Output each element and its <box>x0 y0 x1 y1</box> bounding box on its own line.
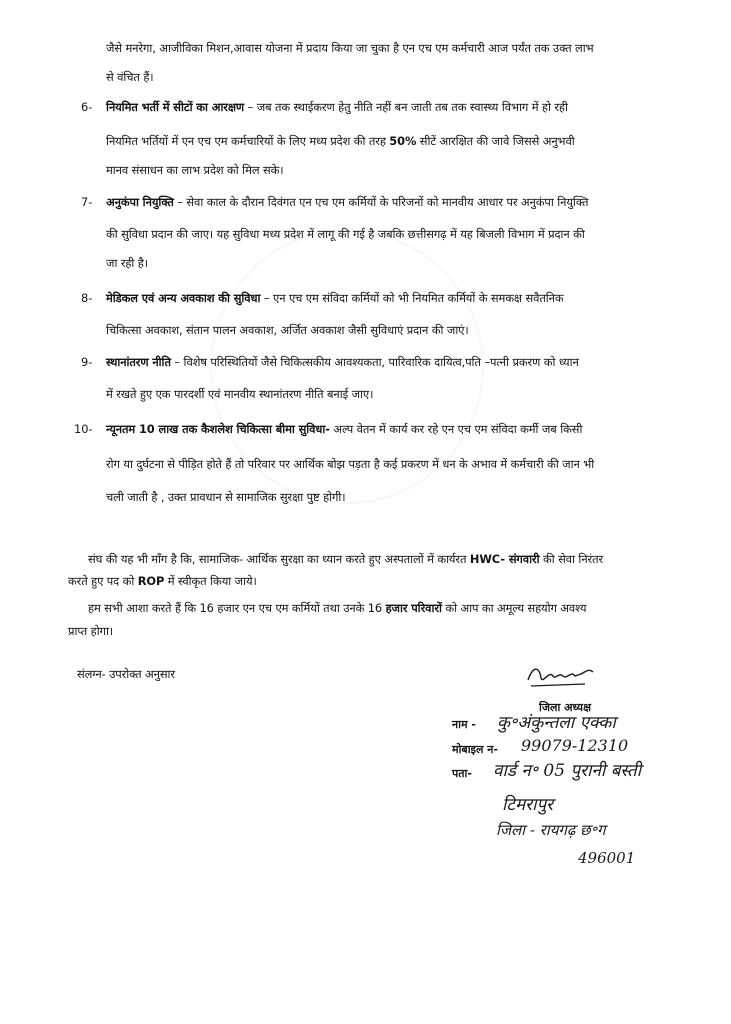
item-6-line-1: नियमित भर्ती में सीटों का आरक्षण – जब तक स्थाईकरण हेतु नीति नहीं बन जाती तब तक स्वास्थ्य विभाग में हो रही <box>106 100 568 114</box>
item-9-line-1: स्थानांतरण नीति – विशेष परिस्थितियों जैसे चिकित्सकीय आवश्यकता, पारिवारिक दायित्व,पति –पत्नी प्रकरण को ध्यान <box>106 355 579 369</box>
item-8-line-2: चिकित्सा अवकाश, संतान पालन अवकाश, अर्जित अवकाश जैसी सुविधाएं प्रदान की जाएं। <box>106 323 469 337</box>
pincode: 496001 <box>578 849 636 867</box>
closing-para-2-line-1: हम सभी आशा करते हैं कि 16 हजार एन एच एम कर्मियों तथा उनके 16 हजार परिवारों को आप का अमूल्य सहयोग अवश्य <box>88 601 587 615</box>
designation: जिला अध्यक्ष <box>539 701 591 714</box>
item-10-line-1: न्यूनतम 10 लाख तक कैशलेश चिकित्सा बीमा सुविधा- अल्प वेतन में कार्य कर रहे एन एच एम संविदा कर्मी जब किसी <box>106 422 583 436</box>
item-9-line-2: में रखते हुए एक पारदर्शी एवं मानवीय स्थानांतरण नीति बनाई जाए। <box>106 387 374 401</box>
item-10-title: न्यूनतम 10 लाख तक कैशलेश चिकित्सा बीमा सुविधा- <box>106 422 330 436</box>
item-8-title: मेडिकल एवं अन्य अवकाश की सुविधा <box>106 291 261 305</box>
item-8-line-1: मेडिकल एवं अन्य अवकाश की सुविधा – एन एच एम संविदा कर्मियों को भी नियमित कर्मियों के समकक्ष सवैतनिक <box>106 291 564 305</box>
intro-line-2: से वंचित हैं। <box>106 70 154 84</box>
closing-para-1-line-2: करते हुए पद को ROP में स्वीकृत किया जाये। <box>68 574 257 588</box>
item-10-line-3: चली जाती है , उक्त प्रावधान से सामाजिक सुरक्षा पुष्ट होगी। <box>106 490 346 504</box>
address-line-3: जिला - रायगढ़ छ॰ग <box>496 821 606 839</box>
item-6-title: नियमित भर्ती में सीटों का आरक्षण <box>106 100 245 114</box>
item-7-line-3: जा रही है। <box>106 256 148 270</box>
address-line-2: टिमरापुर <box>502 795 554 815</box>
item-6-line-3: मानव संसाधन का लाभ प्रदेश को मिल सके। <box>106 163 284 177</box>
item-7-line-2: की सुविधा प्रदान की जाए। यह सुविधा मध्य प्रदेश में लागू की गई है जबकि छत्तीसगढ़ में यह बिजली विभाग में प्रदान की <box>106 227 585 241</box>
item-6-line-2: नियमित भर्तियों में एन एच एम कर्मचारियों के लिए मध्य प्रदेश की तरह 50% सीटें आरक्षित की जावे जिससे अनुभवी <box>106 134 575 148</box>
item-10-line-2: रोग या दुर्घटना से पीड़ित होते हैं तो परिवार पर आर्थिक बोझ पड़ता है कई प्रकरण में धन के अभाव में कर्मचारी की जान भी <box>106 457 595 471</box>
signature-mark <box>525 662 597 690</box>
item-8-number: 8- <box>81 291 93 305</box>
name-value: कु॰अंकुन्तला एक्का <box>497 713 616 733</box>
address-line-1: वार्ड न॰ 05 पुरानी बस्ती <box>493 761 642 781</box>
intro-line-1: जैसे मनरेगा, आजीविका मिशन,आवास योजना में प्रदाय किया जा चुका है एन एच एम कर्मचारी आज पर्यंत तक उक्त लाभ <box>106 41 594 55</box>
address-label: पता- <box>452 767 472 780</box>
item-7-line-1: अनुकंपा नियुक्ति – सेवा काल के दौरान दिवंगत एन एच एम कर्मियों के परिजनों को मानवीय आधार पर अनुकंपा नियुक्ति <box>106 195 589 209</box>
closing-para-1-line-1: संघ की यह भी माँग है कि, सामाजिक- आर्थिक सुरक्षा का ध्यान करते हुए अस्पतालों में कार्यरत HWC- संगवारी की सेवा निरंतर <box>88 552 604 566</box>
item-9-number: 9- <box>81 355 93 369</box>
item-10-number: 10- <box>74 422 93 436</box>
item-9-title: स्थानांतरण नीति <box>106 355 171 369</box>
item-6-number: 6- <box>81 100 93 114</box>
item-7-title: अनुकंपा नियुक्ति <box>106 195 174 209</box>
item-7-number: 7- <box>81 195 93 209</box>
mobile-label: मोबाइल न- <box>452 743 498 756</box>
name-label: नाम - <box>452 718 476 731</box>
closing-para-2-line-2: प्राप्त होगा। <box>68 624 114 638</box>
mobile-value: 99079-12310 <box>521 736 629 755</box>
enclosure-note: संलग्न- उपरोक्त अनुसार <box>77 667 175 681</box>
